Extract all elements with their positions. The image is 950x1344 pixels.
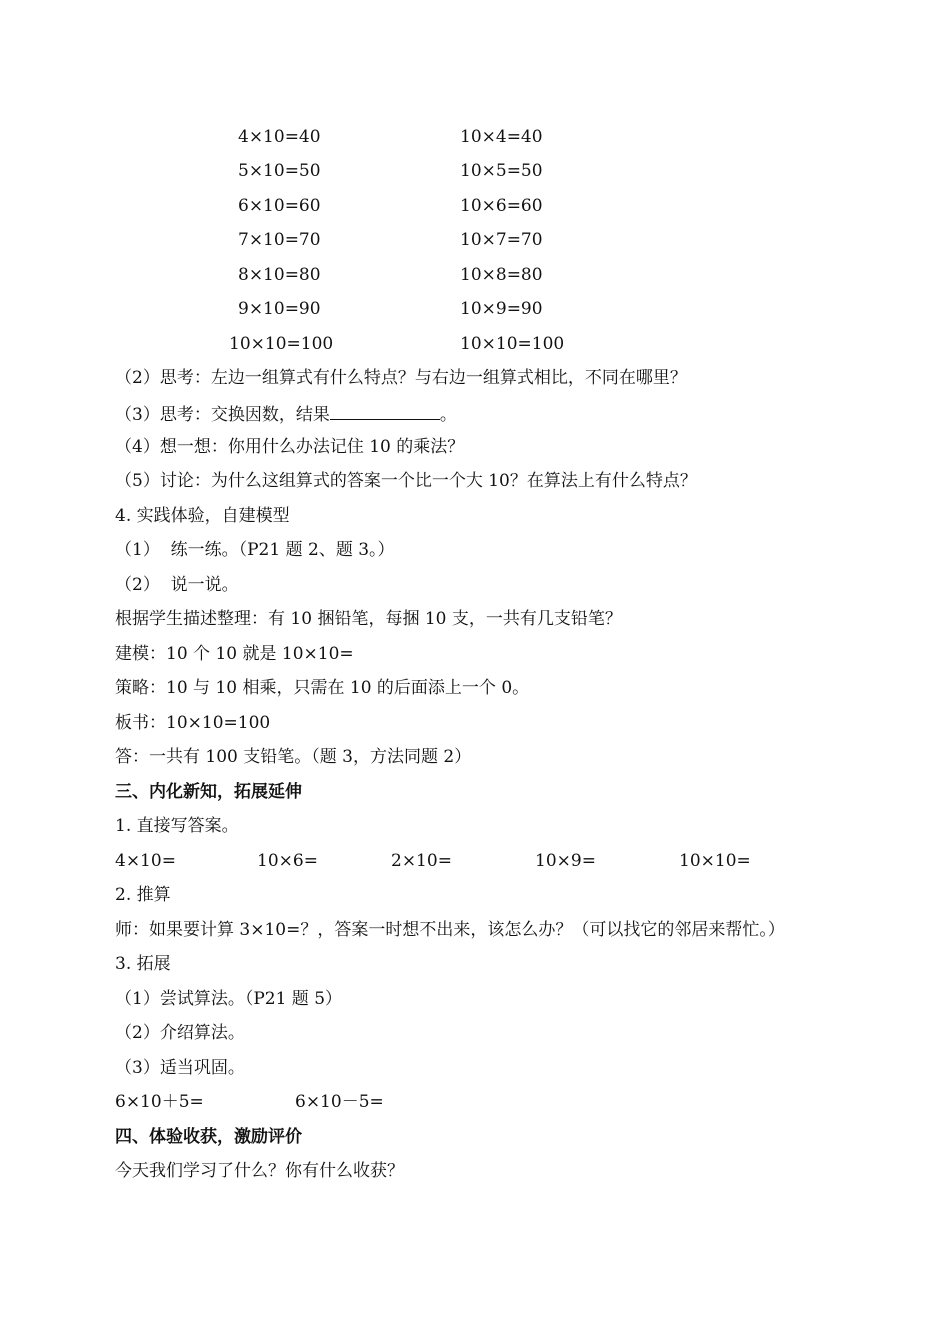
left-equation: 7×10=70 <box>238 230 321 250</box>
practice-equation: 10×10= <box>679 851 751 871</box>
section-3-subitem-1: （1）尝试算法。（P21 题 5） <box>115 989 343 1009</box>
left-equation: 6×10=60 <box>238 196 321 216</box>
section-3-item-3: 3. 拓展 <box>115 954 171 974</box>
right-equation: 10×7=70 <box>460 230 543 250</box>
answer-blank <box>330 401 440 420</box>
section-4-item-1: （1） 练一练。（P21 题 2、题 3。） <box>115 540 395 560</box>
section-4-description: 根据学生描述整理：有 10 捆铅笔，每捆 10 支，一共有几支铅笔？ <box>115 609 622 629</box>
right-equation: 10×5=50 <box>460 161 543 181</box>
section-3-subitem-3: （3）适当巩固。 <box>115 1058 245 1078</box>
practice-equation: 6×10－5= <box>295 1092 384 1112</box>
left-equation: 10×10=100 <box>229 334 334 354</box>
question-2: （2）思考：左边一组算式有什么特点？与右边一组算式相比，不同在哪里？ <box>115 368 687 388</box>
left-equation: 9×10=90 <box>238 299 321 319</box>
practice-equation: 2×10= <box>391 851 452 871</box>
practice-equation: 4×10= <box>115 851 176 871</box>
section-4-item-2: （2） 说一说。 <box>115 575 239 595</box>
section-3-item-2-text: 师：如果要计算 3×10=？，答案一时想不出来，该怎么办？（可以找它的邻居来帮忙。） <box>115 920 785 940</box>
right-equation: 10×10=100 <box>460 334 565 354</box>
question-3-suffix: 。 <box>439 405 457 425</box>
question-3-prefix: （3）思考：交换因数，结果 <box>115 405 330 425</box>
left-equation: 4×10=40 <box>238 127 321 147</box>
section-4-text: 今天我们学习了什么？你有什么收获？ <box>115 1161 404 1181</box>
practice-equation: 10×6= <box>257 851 318 871</box>
right-equation: 10×4=40 <box>460 127 543 147</box>
right-equation: 10×9=90 <box>460 299 543 319</box>
question-5: （5）讨论：为什么这组算式的答案一个比一个大 10？在算法上有什么特点？ <box>115 471 697 491</box>
section-4-strategy: 策略：10 与 10 相乘，只需在 10 的后面添上一个 0。 <box>115 678 530 698</box>
question-4: （4）想一想：你用什么办法记住 10 的乘法？ <box>115 437 465 457</box>
left-equation: 8×10=80 <box>238 265 321 285</box>
section-4-answer: 答：一共有 100 支铅笔。（题 3，方法同题 2） <box>115 747 472 767</box>
section-4-model: 建模：10 个 10 就是 10×10= <box>115 644 354 664</box>
section-3-item-2: 2. 推算 <box>115 885 171 905</box>
practice-equation: 10×9= <box>535 851 596 871</box>
section-3-item-1: 1. 直接写答案。 <box>115 816 239 836</box>
section-4-title: 4. 实践体验，自建模型 <box>115 506 290 526</box>
left-equation: 5×10=50 <box>238 161 321 181</box>
practice-equation: 6×10＋5= <box>115 1092 204 1112</box>
question-3 <box>115 401 457 426</box>
section-3-heading: 三、内化新知，拓展延伸 <box>115 782 302 802</box>
right-equation: 10×8=80 <box>460 265 543 285</box>
section-4-heading: 四、体验收获，激励评价 <box>115 1127 302 1147</box>
section-4-board: 板书：10×10=100 <box>115 713 271 733</box>
section-3-subitem-2: （2）介绍算法。 <box>115 1023 245 1043</box>
right-equation: 10×6=60 <box>460 196 543 216</box>
